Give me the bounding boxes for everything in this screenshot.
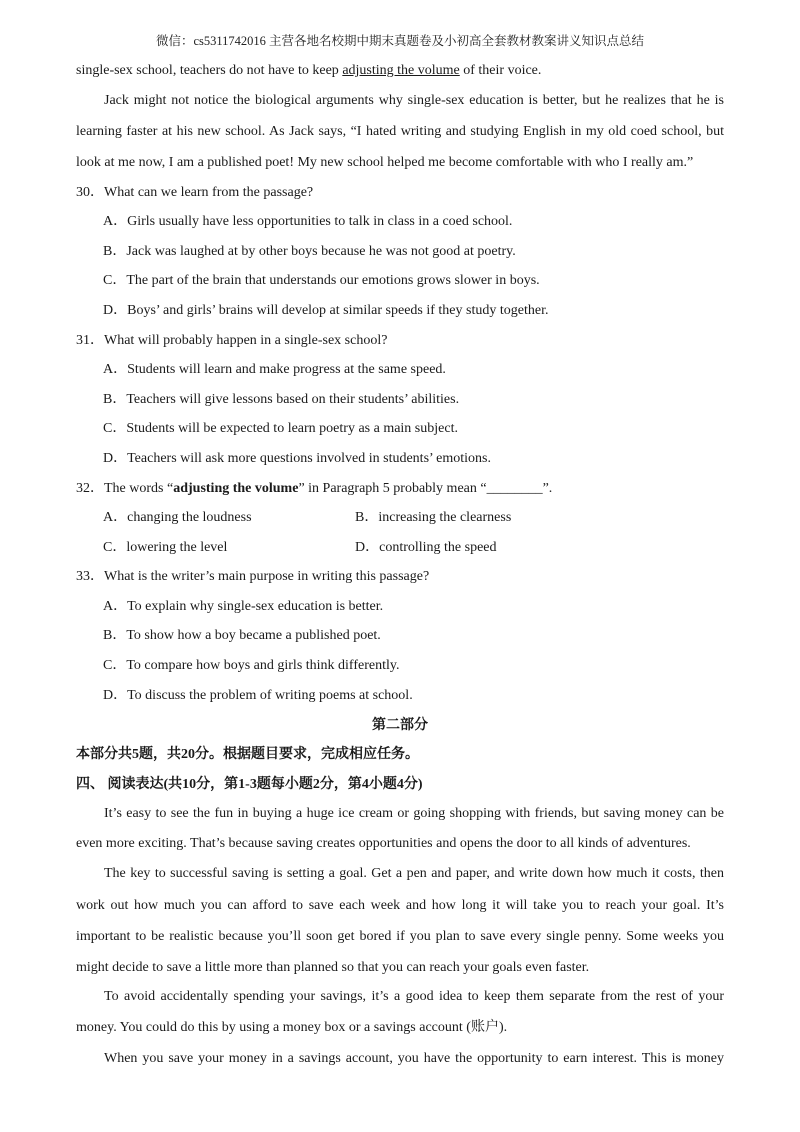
question-option: A．changing the loudness — [103, 510, 252, 525]
question-option: A．To explain why single-sex education is better. — [103, 599, 384, 614]
question-stem: 33．What is the writer’s main purpose in writing this passage? — [76, 569, 430, 584]
underlined-phrase: adjusting the volume — [342, 63, 460, 78]
question-option: B．To show how a boy became a published poet. — [103, 628, 381, 643]
text-span: single-sex school, teachers do not have to keep — [76, 63, 343, 78]
passage-line: To avoid accidentally spending your savings, it’s a good idea to keep them separate from the rest of your — [104, 989, 724, 1004]
question-option: D．Boys’ and girls’ brains will develop at similar speeds if they study together. — [103, 303, 549, 318]
text-span: ” in Paragraph 5 probably mean “________”. — [298, 481, 553, 496]
passage-line: The key to successful saving is setting a goal. Get a pen and paper, and write down how much it costs, then — [104, 866, 724, 881]
passage-line: might decide to save a little more than planned so that you can reach your goals even faster. — [76, 960, 590, 975]
question-stem: 31．What will probably happen in a single-sex school? — [76, 333, 388, 348]
passage-line: When you save your money in a savings account, you have the opportunity to earn interest. This is money — [104, 1051, 724, 1066]
part-title: 第二部分 — [372, 718, 428, 733]
question-option: C．The part of the brain that understands our emotions grows slower in boys. — [103, 273, 540, 288]
question-stem — [76, 479, 724, 499]
text-span: of their voice. — [459, 63, 542, 78]
passage-line: money. You could do this by using a money box or a savings account (账户). — [76, 1020, 508, 1035]
passage-line: look at me now, I am a published poet! My new school helped me become comfortable with who I really am.” — [76, 155, 694, 170]
question-option: D．controlling the speed — [355, 540, 497, 555]
question-option: B．increasing the clearness — [355, 510, 512, 525]
bold-phrase: adjusting the volume — [173, 481, 299, 496]
part-instruction: 本部分共5题，共20分。根据题目要求，完成相应任务。 — [76, 747, 419, 762]
passage-line — [76, 61, 724, 81]
passage-line: even more exciting. That’s because saving creates opportunities and opens the door to all kinds of adventures. — [76, 836, 691, 851]
passage-line: It’s easy to see the fun in buying a huge ice cream or going shopping with friends, but saving money can be — [104, 806, 724, 821]
question-option: C．To compare how boys and girls think differently. — [103, 658, 400, 673]
question-option: B．Teachers will give lessons based on their students’ abilities. — [103, 392, 460, 407]
passage-line: work out how much you can afford to save each week and how long it will take you to reach your goal. It’s — [76, 898, 724, 913]
text-span: 32．The words “ — [76, 481, 174, 496]
question-stem: 30．What can we learn from the passage? — [76, 185, 314, 200]
question-option: D．To discuss the problem of writing poems at school. — [103, 688, 413, 703]
question-option: C．lowering the level — [103, 540, 228, 555]
passage-line: important to be realistic because you’ll soon get bored if you plan to save every single penny. Some weeks you — [76, 929, 724, 944]
passage-line: learning faster at his new school. As Jack says, “I hated writing and studying English in my old coed school, but — [76, 124, 724, 139]
passage-line: Jack might not notice the biological arguments why single-sex education is better, but he realizes that he is — [104, 93, 724, 108]
page-header-banner: 微信：cs5311742016 主营各地名校期中期末真题卷及小初高全套教材教案讲义知识点总结 — [155, 34, 645, 48]
question-option: B．Jack was laughed at by other boys because he was not good at poetry. — [103, 244, 516, 259]
question-option: D．Teachers will ask more questions involved in students’ emotions. — [103, 451, 491, 466]
question-option: A．Students will learn and make progress at the same speed. — [103, 362, 446, 377]
question-option: C．Students will be expected to learn poetry as a main subject. — [103, 421, 458, 436]
question-option: A．Girls usually have less opportunities to talk in class in a coed school. — [103, 214, 513, 229]
section-heading: 四、 阅读表达(共10分，第1-3题每小题2分，第4小题4分) — [76, 777, 423, 792]
